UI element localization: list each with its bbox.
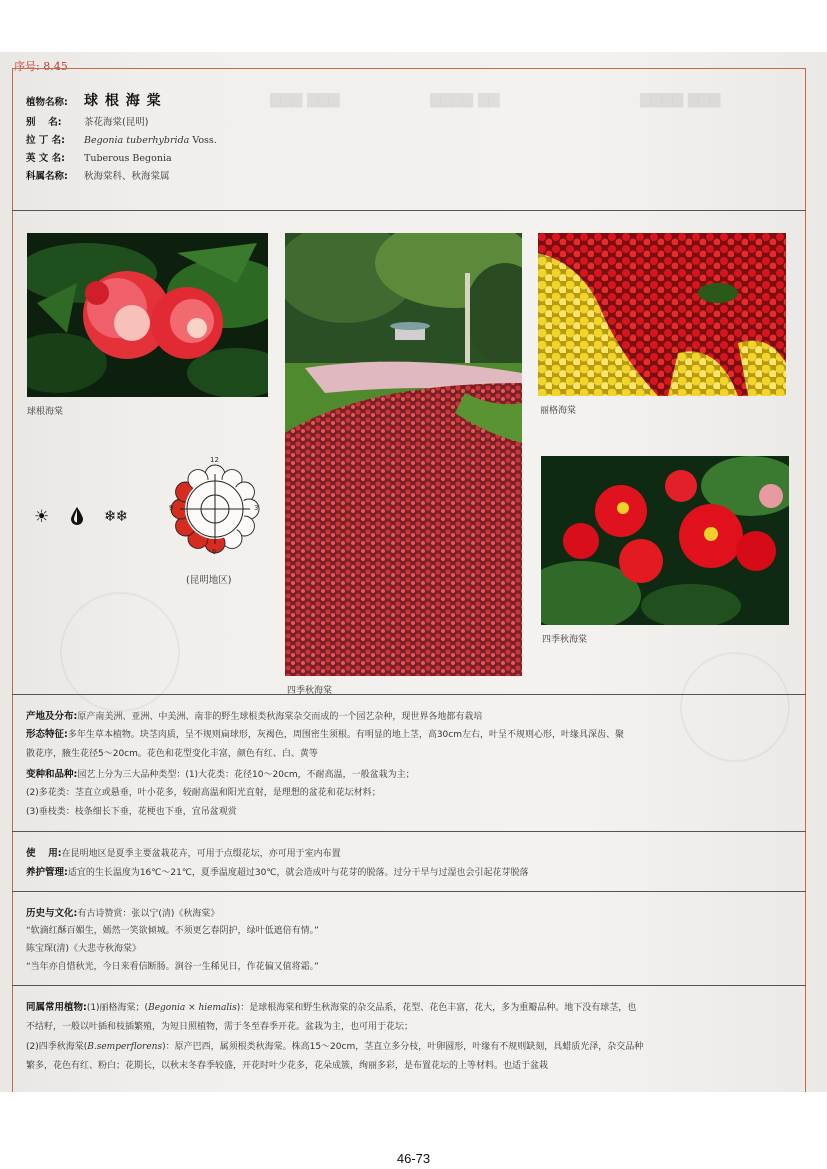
latin-label: 拉 丁 名: xyxy=(26,135,65,146)
genus-text-4: 繁多，花色有红、粉白；花期长，以秋末冬春季较盛，开花时叶少花多，花朵成簇，绚丽多彩，是布置花坛的上等材料。也适于盆栽 xyxy=(26,1061,549,1071)
family-label: 科属名称: xyxy=(26,171,68,182)
serial-number: 序号: 8.45 xyxy=(14,60,68,73)
divider xyxy=(12,831,806,832)
morphology-row xyxy=(26,726,796,744)
variety-text-3: (3)垂枝类：枝条细长下垂，花梗也下垂，宜吊盆观赏 xyxy=(26,807,237,817)
photo-caption: 球根海棠 xyxy=(27,407,64,417)
poem-2-text: “当年亦自惜秋光，今日来看信断肠。涧谷一生稀见日，作花偏又值将霜。” xyxy=(26,962,319,972)
bleed-through-text: ▇▇▇▇ ▇▇▇ xyxy=(640,92,721,108)
full-sun-icon: ☀ xyxy=(34,507,50,527)
use-text: 在昆明地区是夏季主要盆栽花卉，可用于点缀花坛，亦可用于室内布置 xyxy=(61,849,341,859)
genus-text-3c: )：原产巴西，属须根类秋海棠。株高15～20cm，茎直立多分枝，叶卵圆形，叶缘有不规则缺刻，具蜡质光泽，杂交品种 xyxy=(162,1042,644,1052)
divider xyxy=(12,694,806,695)
month-label-3: 3 xyxy=(254,504,259,512)
genus-latin-1: Begonia × hiemalis xyxy=(148,1003,237,1013)
english-label: 英 文 名: xyxy=(26,153,65,164)
use-row xyxy=(26,845,796,863)
origin-label: 产地及分布: xyxy=(26,711,78,722)
poem-1 xyxy=(26,923,796,940)
morphology-text-1: 多年生草本植物。块茎肉质，呈不规则扁球形，灰褐色，周围密生须根。有明显的地上茎，高30cm左右，叶呈不规则心形，叶缘具深齿、聚 xyxy=(67,730,624,740)
alias-label: 别 名: xyxy=(26,117,62,128)
photo-caption: 丽格海棠 xyxy=(540,406,577,416)
care-text: 适宜的生长温度为16℃～21℃，夏季温度超过30℃，就会造成叶与花芽的脱落。过分干旱与过湿也会引起花芽脱落 xyxy=(67,868,529,878)
flowering-calendar-diagram xyxy=(169,456,260,556)
history-label: 历史与文化: xyxy=(26,908,78,919)
scanned-page xyxy=(0,52,827,1092)
variety-label: 变种和品种: xyxy=(26,769,78,780)
latin-row xyxy=(26,133,217,148)
poem-2-source xyxy=(26,941,796,958)
variety-text-1: 园艺上分为三大品种类型：(1)大花类：花径10～20cm，不耐高温，一般盆栽为主； xyxy=(77,770,415,780)
poem-1-text: “软滴红酥百媚生，嫣然一笑欲倾城。不须更乞春阴护，绿叶低遮倍有情。” xyxy=(26,926,319,936)
morphology-text-2: 散花序，腋生花径5～20cm。花色和花型变化丰富，颜色有红、白、黄等 xyxy=(26,749,318,759)
latin-name: Begonia tuberhybrida xyxy=(84,135,190,146)
care-label: 养护管理: xyxy=(26,867,68,878)
alias-row xyxy=(26,115,148,130)
genus-row-4 xyxy=(26,1058,796,1075)
plant-name-row xyxy=(26,94,162,110)
plant-name: 球 根 海 棠 xyxy=(84,93,162,109)
poem-2 xyxy=(26,959,796,976)
diagram-caption: (昆明地区) xyxy=(186,575,232,586)
month-label-6: 6 xyxy=(212,548,217,556)
origin-text: 原产南美洲、亚洲、中美洲、南非的野生球根类秋海棠杂交而成的一个园艺杂种，现世界各地都有栽培 xyxy=(77,712,483,722)
use-label: 使 用: xyxy=(26,848,62,859)
genus-label: 同属常用植物: xyxy=(26,1002,87,1013)
photo-caption: 四季秋海棠 xyxy=(542,635,588,645)
divider xyxy=(12,985,806,986)
origin-row xyxy=(26,708,796,726)
english-row xyxy=(26,151,172,166)
cold-tolerance-icon: ❄❄ xyxy=(104,507,128,525)
variety-text-2: (2)多花类：茎直立或悬垂，叶小花多，较耐高温和阳光直射，是理想的盆花和花坛材料； xyxy=(26,788,381,798)
variety-row xyxy=(26,766,796,784)
photo-rieger-begonia xyxy=(538,233,786,396)
english-name: Tuberous Begonia xyxy=(84,153,172,164)
bleed-through-text: ▇▇▇ ▇▇▇ xyxy=(270,92,340,108)
bleed-through-text: ▇▇▇▇ ▇▇ xyxy=(430,92,500,108)
genus-latin-2: B.semperflorens xyxy=(87,1042,163,1052)
history-row xyxy=(26,905,796,923)
photo-garden-flowerbed xyxy=(285,233,522,676)
care-row xyxy=(26,864,796,882)
genus-row-2 xyxy=(26,1019,796,1036)
photo-tuberous-begonia xyxy=(27,233,268,397)
morphology-label: 形态特征: xyxy=(26,729,68,740)
plant-name-label: 植物名称: xyxy=(26,97,68,108)
genus-text-1a: (1)丽格海棠；( xyxy=(86,1003,149,1013)
morphology-row-2 xyxy=(26,746,796,763)
family-row xyxy=(26,169,170,184)
photo-wax-begonia xyxy=(541,456,789,625)
history-text-1: 有古诗赞赏：张以宁(清)《秋海棠》 xyxy=(77,909,220,919)
photo-caption: 四季秋海棠 xyxy=(287,686,333,696)
divider xyxy=(12,210,806,211)
month-label-9: 9 xyxy=(169,504,174,512)
variety-row-3 xyxy=(26,804,796,821)
genus-row-3 xyxy=(26,1039,796,1056)
alias-value: 茶花海棠(昆明) xyxy=(84,117,149,128)
genus-text-2: 不结籽，一般以叶插和枝插繁殖，为短日照植物，需于冬至春季开花。盆栽为主，也可用于花坛； xyxy=(26,1022,414,1032)
family-value: 秋海棠科、秋海棠属 xyxy=(84,171,170,182)
latin-author: Voss. xyxy=(189,135,217,146)
month-label-12: 12 xyxy=(210,456,219,464)
genus-row xyxy=(26,999,796,1017)
genus-text-3a: (2)四季秋海棠( xyxy=(26,1042,88,1052)
poem-2-source-text: 陈宝琛(清)《大悲寺秋海棠》 xyxy=(26,944,142,954)
page-number: 46-73 xyxy=(396,1151,431,1166)
divider xyxy=(12,891,806,892)
water-drop-icon xyxy=(71,507,83,529)
genus-text-1c: )：是球根海棠和野生秋海棠的杂交品系，花型、花色丰富，花大，多为重瓣品种。地下没有球茎，也 xyxy=(236,1003,637,1013)
variety-row-2 xyxy=(26,785,796,802)
